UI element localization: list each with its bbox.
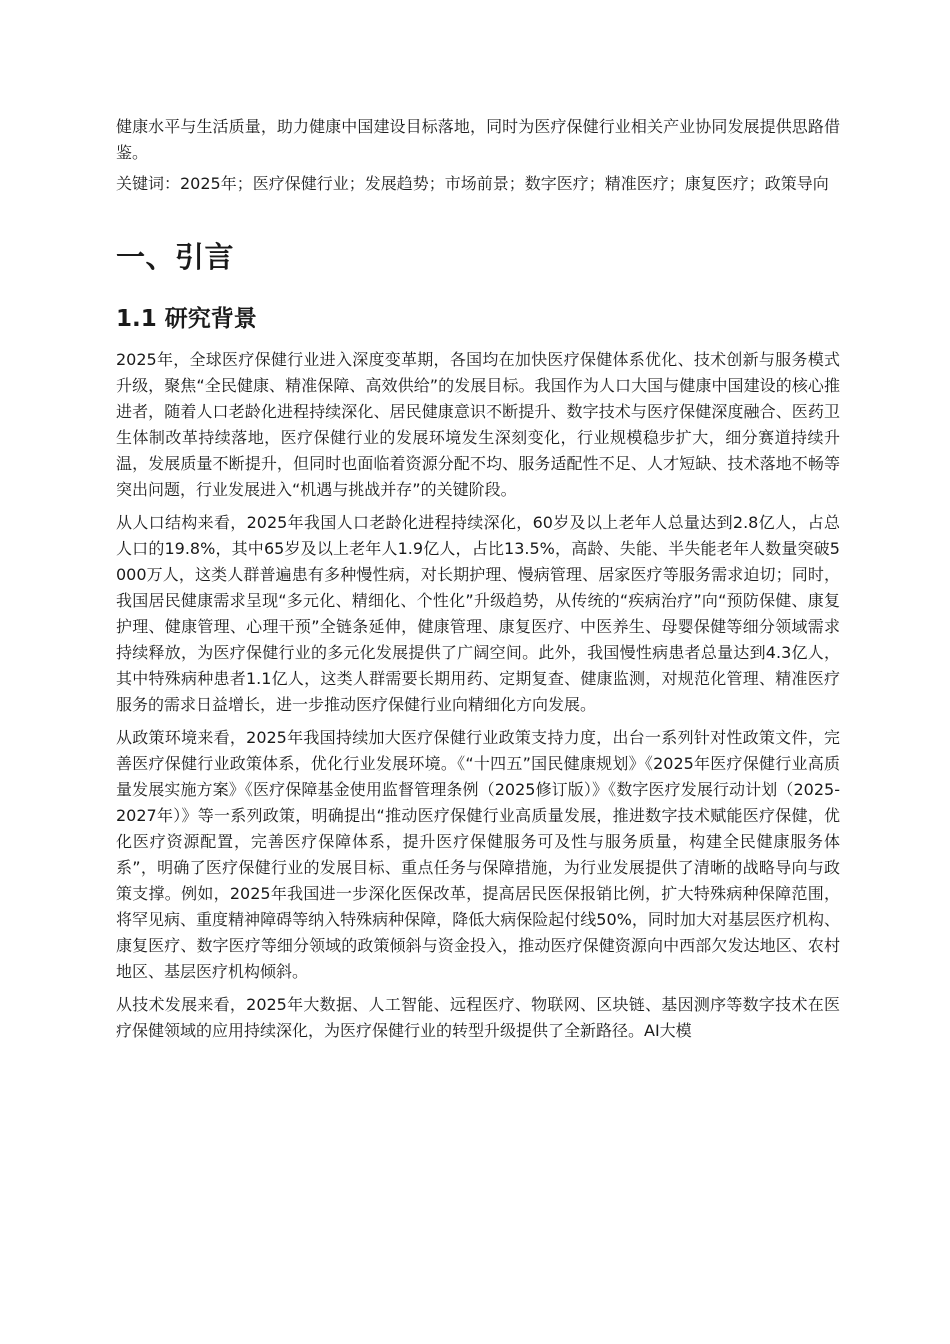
- subsection-heading: 1.1 研究背景: [116, 306, 257, 332]
- section-heading: 一、引言: [116, 240, 235, 274]
- body-paragraph: 从政策环境来看，2025年我国持续加大医疗保健行业政策支持力度，出台一系列针对性政策文件，完善医疗保健行业政策体系，优化行业发展环境。《“十四五”国民健康规划》《2025年医疗保健行业高质量发展实施方案》《医疗保障基金使用监督管理条例（2025修订版）》《数字医疗发展行动计划（2025-2027年）》等一系列政策，明确提出“推动医疗保健行业高质量发展，推进数字技术赋能医疗保健，优化医疗资源配置，完善医疗保障体系，提升医疗保健服务可及性与服务质量，构建全民健康服务体系”，明确了医疗保健行业的发展目标、重点任务与保障措施，为行业发展提供了清晰的战略导向与政策支撑。例如，2025年我国进一步深化医保改革，提高居民医保报销比例，扩大特殊病种保障范围，将罕见病、重度精神障碍等纳入特殊病种保障，降低大病保险起付线50%，同时加大对基层医疗机构、康复医疗、数字医疗等细分领域的政策倾斜与资金投入，推动医疗保健资源向中西部欠发达地区、农村地区、基层医疗机构倾斜。: [116, 728, 840, 981]
- keywords-line: 关键词：2025年；医疗保健行业；发展趋势；市场前景；数字医疗；精准医疗；康复医疗；政策导向: [116, 174, 829, 193]
- body-paragraph: 从人口结构来看，2025年我国人口老龄化进程持续深化，60岁及以上老年人总量达到2.8亿人，占总人口的19.8%，其中65岁及以上老年人1.9亿人，占比13.5%，高龄、失能、半失能老年人数量突破5000万人，这类人群普遍患有多种慢性病，对长期护理、慢病管理、居家医疗等服务需求迫切；同时，我国居民健康需求呈现“多元化、精细化、个性化”升级趋势，从传统的“疾病治疗”向“预防保健、康复护理、健康管理、心理干预”全链条延伸，健康管理、康复医疗、中医养生、母婴保健等细分领域需求持续释放，为医疗保健行业的多元化发展提供了广阔空间。此外，我国慢性病患者总量达到4.3亿人，其中特殊病种患者1.1亿人，这类人群需要长期用药、定期复查、健康监测，对规范化管理、精准医疗服务的需求日益增长，进一步推动医疗保健行业向精细化方向发展。: [116, 513, 840, 714]
- document-page: [116, 114, 840, 1044]
- abstract-tail-paragraph: 健康水平与生活质量，助力健康中国建设目标落地，同时为医疗保健行业相关产业协同发展提供思路借鉴。: [116, 117, 840, 162]
- body-paragraph: 2025年，全球医疗保健行业进入深度变革期，各国均在加快医疗保健体系优化、技术创新与服务模式升级，聚焦“全民健康、精准保障、高效供给”的发展目标。我国作为人口大国与健康中国建设的核心推进者，随着人口老龄化进程持续深化、居民健康意识不断提升、数字技术与医疗保健深度融合、医药卫生体制改革持续落地，医疗保健行业的发展环境发生深刻变化，行业规模稳步扩大，细分赛道持续升温，发展质量不断提升，但同时也面临着资源分配不均、服务适配性不足、人才短缺、技术落地不畅等突出问题，行业发展进入“机遇与挑战并存”的关键阶段。: [116, 350, 840, 499]
- body-paragraph: 从技术发展来看，2025年大数据、人工智能、远程医疗、物联网、区块链、基因测序等数字技术在医疗保健领域的应用持续深化，为医疗保健行业的转型升级提供了全新路径。AI大模: [116, 995, 840, 1040]
